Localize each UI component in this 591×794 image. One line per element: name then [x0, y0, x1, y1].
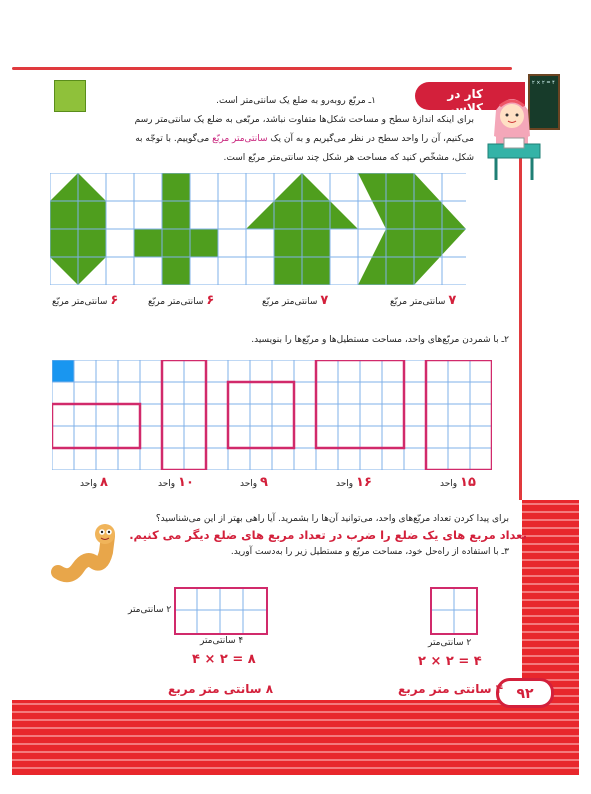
answer-value: ۶	[110, 293, 119, 308]
section3-instruction: ۳ـ با استفاده از راه‌حل خود، مساحت مربّع و مستطیل زیر را به‌دست آورید.	[230, 547, 509, 557]
answer-value: ۱۰	[178, 475, 194, 490]
answer-shape-up-arrow	[262, 294, 328, 309]
answer-value: ۸	[100, 475, 108, 490]
answer-shape-diamond	[52, 294, 118, 309]
answer-unit: سانتی‌متر مربّع	[52, 297, 108, 307]
square-3x3	[228, 382, 294, 448]
answer-value: ۱۵	[460, 475, 476, 490]
bottom-decorative-band	[12, 700, 579, 775]
answer-unit: واحد	[158, 479, 176, 489]
section1-intro-line2: برای اینکه اندازهٔ سطح و مساحت شکل‌ها متفاوت نباشد، مربّعی به ضلع یک سانتی‌متر رسم	[134, 115, 474, 125]
section1-intro-line4: شکل، مشخّص کنید که مساحت هر شکل چند سانتی‌متر مربّع است.	[223, 153, 474, 163]
answer-unit: واحد	[440, 479, 458, 489]
answer-rect-4x2	[80, 476, 108, 491]
section1-intro-line3	[135, 132, 474, 146]
page-number-badge	[496, 678, 554, 708]
answer-value: ۱۶	[356, 475, 372, 490]
class-work-title: کار در کلاس	[447, 87, 483, 115]
section3-square	[430, 587, 478, 635]
rect-formula: ۸ = ۲ × ۴	[192, 652, 256, 667]
answer-unit: واحد	[80, 479, 98, 489]
square-side-label: ۲ سانتی‌متر	[428, 638, 472, 648]
rect-result: ۸ سانتی متر مربع	[168, 682, 274, 696]
page-number: ۹۲	[516, 686, 534, 702]
square-formula: ۴ = ۲ × ۲	[418, 654, 482, 669]
rect-3x5	[426, 360, 492, 470]
answer-unit: واحد	[240, 479, 258, 489]
answer-rect-3x5	[440, 476, 476, 491]
answer-value: ۷	[320, 293, 329, 308]
section1-unit-term: سانتی‌متر مربّع	[212, 134, 268, 144]
answer-value: ۶	[206, 293, 215, 308]
unit-square-blue	[52, 360, 74, 382]
answer-square-3x3	[240, 476, 268, 491]
answer-unit: سانتی‌متر مربّع	[390, 297, 446, 307]
answer-unit: سانتی‌متر مربّع	[148, 297, 204, 307]
answer-unit: سانتی‌متر مربّع	[262, 297, 318, 307]
unit-square-example	[54, 80, 86, 112]
answer-value: ۹	[260, 475, 268, 490]
section3-handwritten-answer: تعداد مربع های یک ضلع را ضرب در تعداد مربع های ضلع دیگر می کنیم.	[129, 528, 527, 542]
answer-rect-2x5	[158, 476, 194, 491]
section1-intro-line3-a: می‌کنیم، آن را واحد سطح در نظر می‌گیریم و به آن یک	[270, 134, 474, 144]
answer-value: ۷	[448, 293, 457, 308]
square-result: ۴ سانتی متر مربع	[398, 682, 504, 696]
section1-intro-line3-c: می‌گوییم. با توجّه به	[135, 134, 210, 144]
answer-shape-plus	[148, 294, 214, 309]
section1-shapes-grid	[50, 173, 466, 285]
rect-height-label: ۲ سانتی‌متر	[128, 605, 172, 615]
rect-width-label: ۴ سانتی‌متر	[200, 636, 244, 646]
girl-at-desk-illustration	[482, 88, 552, 183]
section2-rectangles-grid	[52, 360, 492, 470]
worm-illustration	[50, 522, 120, 584]
answer-square-4x4	[336, 476, 372, 491]
section3-rectangle	[174, 587, 268, 635]
answer-shape-right-arrow	[390, 294, 456, 309]
section3-question: برای پیدا کردن تعداد مربّع‌های واحد، می‌توانید آن‌ها را بشمرید. آیا راهی بهتر از این می‌شناسید؟	[155, 514, 509, 524]
blackboard-text: ۲ × ۲ = ۴	[532, 80, 555, 86]
answer-unit: واحد	[336, 479, 354, 489]
section2-instruction: ۲ـ با شمردن مربّع‌های واحد، مساحت مستطیل‌ها و مربّع‌ها را بنویسید.	[251, 335, 509, 345]
section1-intro-line1: ۱ـ مربّع روبه‌رو به ضلع یک سانتی‌متر است.	[216, 96, 376, 106]
top-frame-line	[12, 67, 512, 70]
